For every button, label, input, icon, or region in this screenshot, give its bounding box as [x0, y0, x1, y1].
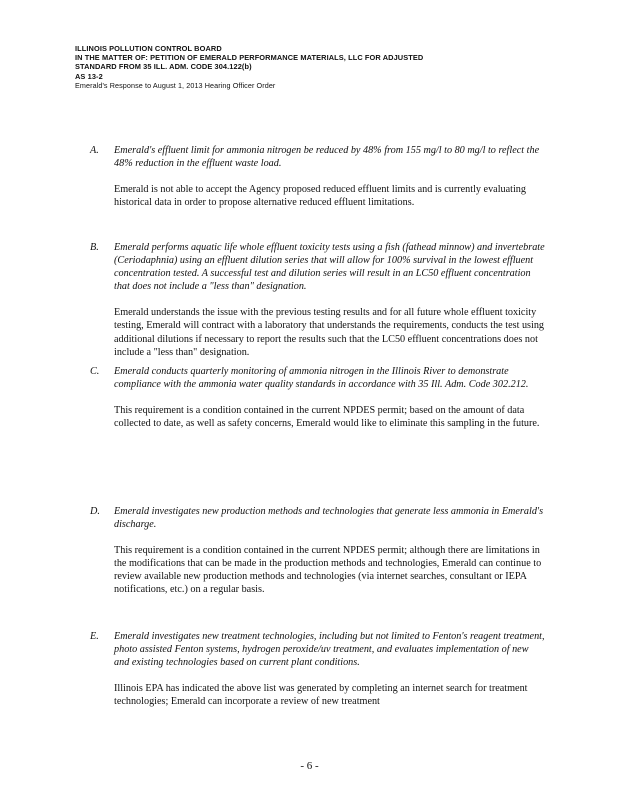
item-letter: D. [90, 506, 100, 517]
list-item-c [90, 365, 552, 430]
header-case-number: AS 13-2 [75, 71, 103, 81]
item-request: Emerald's effluent limit for ammonia nitrogen be reduced by 48% from 155 mg/l to 80 mg/l to reflect the 48% reduction in the effluent waste load. [114, 145, 540, 170]
list-item-e [90, 630, 552, 708]
list-item-a [90, 144, 552, 209]
item-request: Emerald performs aquatic life whole effluent toxicity tests using a fish (fathead minnow) and invertebrate (Ceriodaphnia) using an effluent dilution series that will allow for 100% survival in the lowest effluent concentration tested. A successful test and dilution series will result in an LC50 effluent concentration that does not include a "less than" designation. [114, 242, 545, 293]
list-item-d [90, 505, 552, 597]
list-item-b [90, 241, 552, 359]
item-response: Illinois EPA has indicated the above list was generated by completing an internet search for treatment technologies; Emerald can incorporate a review of new treatment [114, 683, 528, 708]
header-matter-title: IN THE MATTER OF: PETITION OF EMERALD PERFORMANCE MATERIALS, LLC FOR ADJUSTED [75, 53, 424, 63]
item-letter: C. [90, 366, 100, 377]
header-standard-citation: STANDARD FROM 35 ILL. ADM. CODE 304.122(b) [75, 62, 252, 72]
item-response: Emerald understands the issue with the previous testing results and for all future whole effluent toxicity testing, Emerald will contract with a laboratory that understands the requirements, conducts the test using additional dilutions if necessary to report the results such that the LC50 effluent concentrations does not include a "less than" designation. [114, 307, 545, 358]
item-letter: A. [90, 145, 99, 156]
document-header [75, 44, 545, 90]
item-response: Emerald is not able to accept the Agency proposed reduced effluent limits and is currently evaluating historical data in order to propose alternative reduced effluent limitations. [114, 184, 526, 209]
item-letter: B. [90, 242, 99, 253]
page-number: - 6 - [300, 760, 319, 772]
item-response: This requirement is a condition contained in the current NPDES permit; although there are limitations in the modifications that can be made in the production methods and technologies, Emerald can continue to review available new production methods and technologies (via internet searches, consultant or IEPA notifications, etc.) on a regular basis. [114, 545, 542, 596]
item-response: This requirement is a condition contained in the current NPDES permit; based on the amount of data collected to date, as well as safety concerns, Emerald would like to eliminate this sampling in the future. [114, 405, 540, 430]
item-request: Emerald investigates new treatment technologies, including but not limited to Fenton's reagent treatment, photo assisted Fenton systems, hydrogen peroxide/uv treatment, and evaluates implementation of new and existing technologies based on current plant conditions. [114, 631, 545, 669]
item-request: Emerald conducts quarterly monitoring of ammonia nitrogen in the Illinois River to demonstrate compliance with the ammonia water quality standards in accordance with 35 Ill. Adm. Code 302.212. [114, 366, 529, 391]
item-letter: E. [90, 631, 99, 642]
item-request: Emerald investigates new production methods and technologies that generate less ammonia in Emerald's discharge. [114, 506, 544, 531]
header-document-subtitle: Emerald's Response to August 1, 2013 Hearing Officer Order [75, 80, 276, 90]
header-board-name: ILLINOIS POLLUTION CONTROL BOARD [75, 44, 222, 53]
